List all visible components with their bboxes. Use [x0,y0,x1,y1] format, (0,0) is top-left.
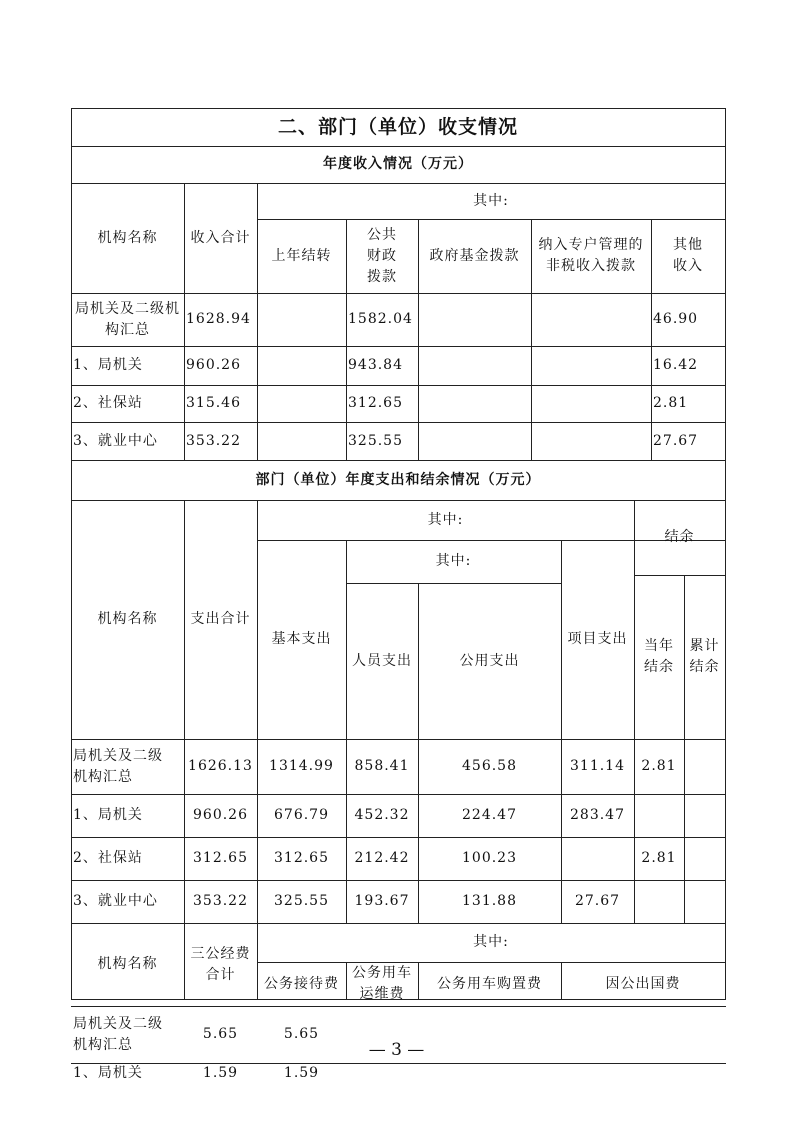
expense-header-personnel: 人员支出 [352,652,412,669]
income-section-title: 年度收入情况（万元） [323,156,473,172]
income-row-name: 局机关及二级机构汇总 [75,300,180,338]
income-cell-fund [418,422,531,460]
expense-cell-project: 283.47 [570,807,625,823]
expense-cell-personnel: 452.32 [354,807,410,823]
expense-cell-cum-surplus [684,739,725,794]
sangong-header-vehicle-buy: 公务用车购置费 [437,975,542,992]
income-cell-other: 27.67 [653,432,699,449]
expense-row-name: 局机关及二级机构汇总 [73,747,163,785]
income-cell-fiscal: 1582.04 [348,311,413,327]
income-cell-carryover [257,293,346,346]
income-cell-fiscal: 325.55 [348,432,403,449]
expense-cell-basic: 1314.99 [269,758,334,774]
expense-header-basic: 基本支出 [271,631,332,647]
expense-cell-public: 131.88 [462,893,517,909]
income-cell-fund [418,385,531,422]
sangong-header-vehicle-ops: 公务用车运维费 [352,965,412,1002]
income-cell-carryover [257,385,346,422]
expense-cell-year-surplus [634,880,684,923]
income-cell-fiscal: 312.65 [348,395,403,411]
expense-header-year-surplus: 当年结余 [644,638,674,675]
income-cell-total: 315.46 [186,395,241,411]
sangong-cell-reception: 1.59 [283,1065,320,1081]
expense-header-cum-surplus: 累计结余 [689,638,720,675]
income-cell-total: 353.22 [186,432,241,449]
income-cell-total: 1628.94 [186,311,251,327]
page-title: 二、部门（单位）收支情况 [277,115,518,138]
income-row-name: 1、局机关 [73,357,143,373]
income-header-among: 其中: [473,192,509,209]
income-cell-other: 16.42 [653,357,699,373]
income-header-total: 收入合计 [190,229,251,246]
expense-header-total: 支出合计 [190,611,251,627]
expense-cell-total: 960.26 [193,807,248,823]
expense-cell-personnel: 858.41 [354,758,410,774]
expense-cell-cum-surplus [684,837,725,880]
expense-cell-public: 100.23 [462,850,517,866]
income-header-fund: 政府基金拨款 [429,247,520,264]
expense-cell-project: 27.67 [574,893,621,909]
sangong-cell-total: 5.65 [202,1026,239,1042]
expense-header-surplus: 结余 [664,529,695,545]
sangong-cell-total: 1.59 [202,1065,239,1081]
income-cell-nontax [531,293,651,346]
sangong-header-total: 三公经费合计 [190,945,251,983]
income-cell-carryover [257,422,346,460]
income-cell-nontax [531,385,651,422]
income-header-fiscal: 公共财政拨款 [367,226,397,285]
expense-cell-year-surplus: 2.81 [641,758,677,774]
expense-cell-public: 456.58 [462,758,517,774]
income-header-carryover: 上年结转 [271,247,332,264]
income-cell-nontax [531,422,651,460]
expense-cell-basic: 676.79 [274,807,329,823]
income-row-name: 2、社保站 [73,395,143,411]
sangong-header-among: 其中: [473,934,509,950]
expense-row-name: 2、社保站 [73,850,143,866]
expense-cell-total: 353.22 [193,893,248,909]
sangong-header-org: 机构名称 [97,956,158,972]
income-header-nontax: 纳入专户管理的非税收入拨款 [538,237,644,274]
expense-cell-year-surplus [634,794,684,837]
income-header-org: 机构名称 [97,229,158,246]
expense-cell-total: 312.65 [193,850,248,866]
sangong-header-abroad: 因公出国费 [605,975,681,992]
expense-cell-basic: 312.65 [274,850,329,866]
expense-cell-cum-surplus [684,880,725,923]
expense-cell-personnel: 212.42 [354,850,410,866]
expense-header-among-sub: 其中: [435,553,472,569]
income-cell-carryover [257,346,346,385]
expense-cell-personnel: 193.67 [354,893,410,909]
expense-header-public: 公用支出 [459,652,520,669]
expense-header-project: 项目支出 [567,631,628,647]
income-cell-fund [418,346,531,385]
expense-cell-project [561,837,634,880]
expense-row-name: 3、就业中心 [73,893,158,909]
expense-section-title: 部门（单位）年度支出和结余情况（万元） [255,471,541,488]
income-cell-total: 960.26 [186,357,241,373]
expense-cell-cum-surplus [684,794,725,837]
sangong-row-name: 局机关及二级机构汇总 [73,1015,163,1053]
expense-cell-basic: 325.55 [274,893,329,909]
income-cell-nontax [531,346,651,385]
expense-cell-project: 311.14 [570,758,625,774]
income-header-other: 其他收入 [673,237,703,274]
expense-cell-year-surplus: 2.81 [641,850,677,866]
income-cell-other: 2.81 [653,395,689,411]
income-cell-other: 46.90 [653,311,699,327]
sangong-cell-reception: 5.65 [283,1026,320,1042]
expense-cell-total: 1626.13 [188,758,253,774]
expense-header-org: 机构名称 [97,611,158,627]
expense-header-among: 其中: [427,511,464,528]
sangong-row-name: 1、局机关 [73,1065,143,1081]
income-row-name: 3、就业中心 [73,432,158,449]
budget-table [71,108,725,1081]
expense-cell-public: 224.47 [462,807,517,823]
expense-row-name: 1、局机关 [73,807,143,823]
income-cell-fiscal: 943.84 [348,357,403,373]
income-cell-fund [418,293,531,346]
page-number: — 3 — [368,1040,425,1060]
table-rule [725,108,726,1000]
sangong-header-reception: 公务接待费 [264,975,339,992]
